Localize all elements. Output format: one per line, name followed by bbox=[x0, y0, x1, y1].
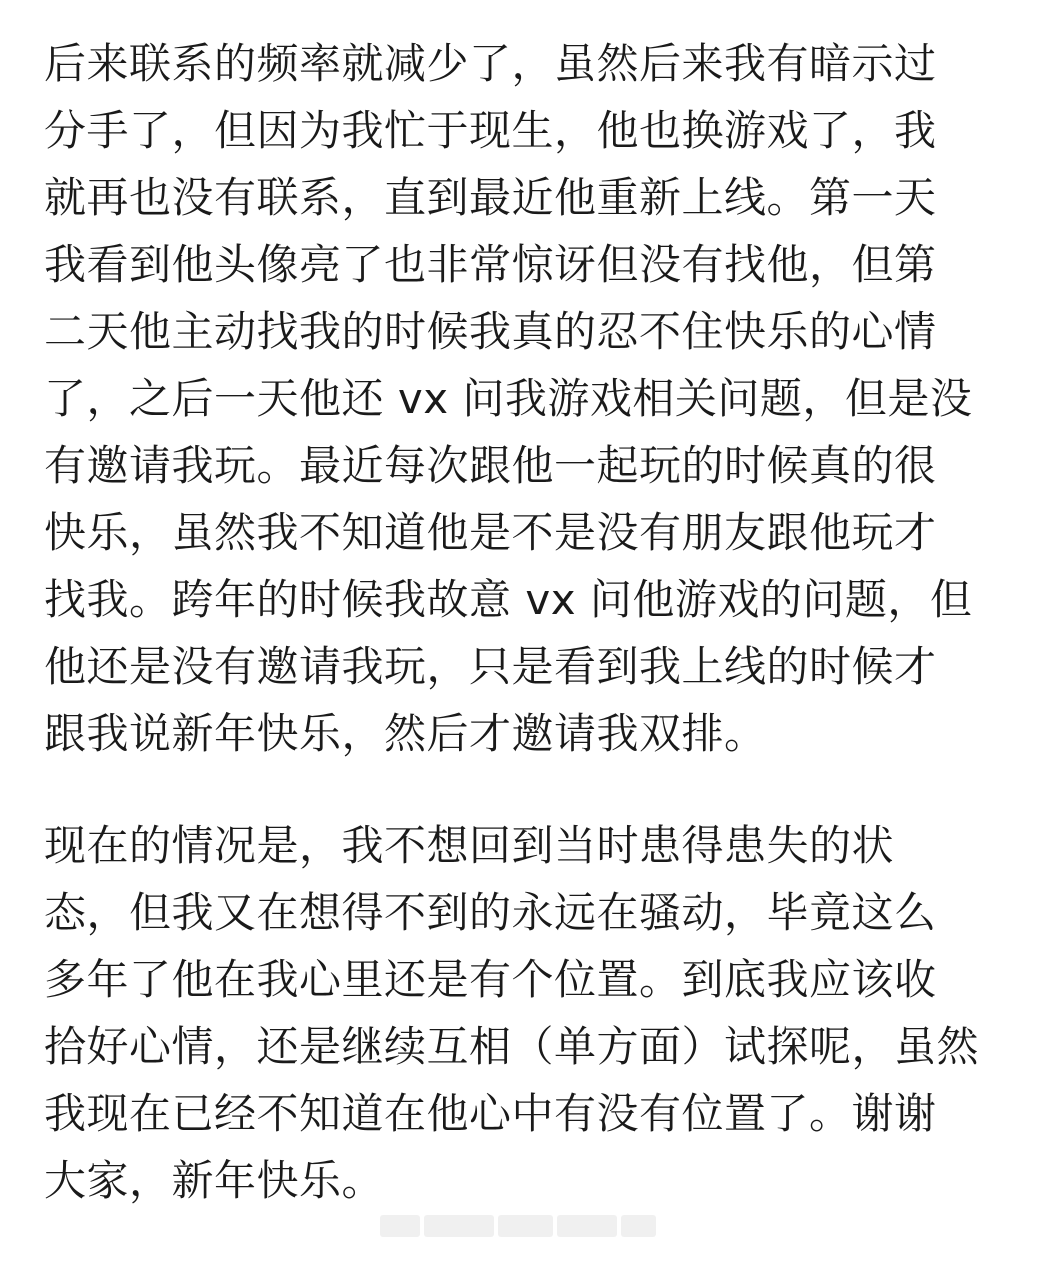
text-line: 后来联系的频率就减少了，虽然后来我有暗示过 bbox=[44, 39, 937, 88]
text-line: 多年了他在我心里还是有个位置。到底我应该收 bbox=[44, 955, 937, 1004]
text-line: 我现在已经不知道在他心中有没有位置了。谢谢 bbox=[44, 1089, 937, 1138]
text-line: 我看到他头像亮了也非常惊讶但没有找他，但第 bbox=[44, 240, 937, 289]
text-line: 了，之后一天他还 vx 问我游戏相关问题，但是没 bbox=[44, 374, 973, 423]
text-line: 就再也没有联系，直到最近他重新上线。第一天 bbox=[44, 173, 937, 222]
text-line: 二天他主动找我的时候我真的忍不住快乐的心情 bbox=[44, 307, 937, 356]
text-line: 快乐，虽然我不知道他是不是没有朋友跟他玩才 bbox=[44, 508, 937, 557]
text-line: 跟我说新年快乐，然后才邀请我双排。 bbox=[44, 709, 767, 758]
watermark-mark bbox=[380, 1215, 420, 1237]
paragraph-gap bbox=[44, 767, 1004, 812]
text-line: 拾好心情，还是继续互相（单方面）试探呢，虽然 bbox=[44, 1022, 980, 1071]
watermark-mark bbox=[424, 1215, 494, 1237]
text-line: 他还是没有邀请我玩，只是看到我上线的时候才 bbox=[44, 642, 937, 691]
text-line: 态，但我又在想得不到的永远在骚动，毕竟这么 bbox=[44, 888, 937, 937]
text-line: 大家，新年快乐。 bbox=[44, 1156, 385, 1205]
paragraph-2 bbox=[44, 812, 1004, 1214]
text-line: 分手了，但因为我忙于现生，他也换游戏了，我 bbox=[44, 106, 937, 155]
post-body bbox=[44, 30, 1004, 1214]
watermark-mark bbox=[557, 1215, 617, 1237]
watermark bbox=[380, 1211, 660, 1241]
text-line: 找我。跨年的时候我故意 vx 问他游戏的问题，但 bbox=[44, 575, 973, 624]
text-line: 现在的情况是，我不想回到当时患得患失的状 bbox=[44, 821, 895, 870]
watermark-mark bbox=[498, 1215, 553, 1237]
text-line: 有邀请我玩。最近每次跟他一起玩的时候真的很 bbox=[44, 441, 937, 490]
watermark-mark bbox=[621, 1215, 656, 1237]
paragraph-1 bbox=[44, 30, 1004, 767]
